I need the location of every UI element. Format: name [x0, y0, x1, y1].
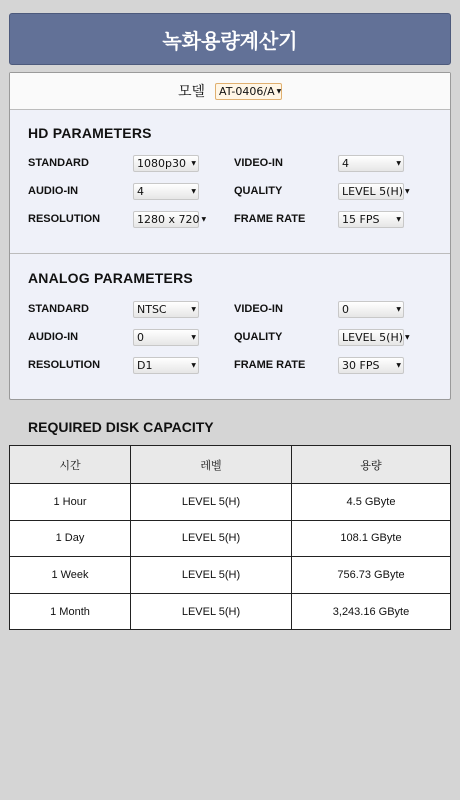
analog-parameters-title: ANALOG PARAMETERS	[28, 270, 193, 286]
dropdown-arrow-icon: ▼	[396, 306, 401, 313]
analog-standard-select[interactable]	[133, 301, 199, 318]
dropdown-arrow-icon: ▼	[201, 216, 207, 223]
hd-video-in-select[interactable]	[338, 155, 404, 172]
analog-quality-select[interactable]	[338, 329, 410, 346]
hd-audio-in-label: AUDIO-IN	[28, 185, 79, 197]
dropdown-arrow-icon: ▼	[405, 334, 410, 341]
hd-resolution-label: RESOLUTION	[28, 213, 101, 225]
cell-capacity: 756.73 GByte	[292, 557, 451, 594]
hd-resolution-value: 1280 x 720	[137, 213, 200, 226]
hd-video-in-label: VIDEO-IN	[234, 157, 283, 169]
table-row	[10, 557, 451, 594]
analog-frame-rate-label: FRAME RATE	[234, 359, 306, 371]
hd-standard-select[interactable]	[133, 155, 199, 172]
hd-frame-rate-select[interactable]	[338, 211, 404, 228]
dropdown-arrow-icon: ▼	[191, 362, 196, 369]
model-label: 모델	[177, 84, 206, 100]
analog-video-in-select[interactable]	[338, 301, 404, 318]
analog-video-in-value: 0	[342, 303, 349, 316]
hd-standard-label: STANDARD	[28, 157, 89, 169]
hd-video-in-value: 4	[342, 157, 349, 170]
analog-audio-in-select[interactable]	[133, 329, 199, 346]
required-capacity-title: REQUIRED DISK CAPACITY	[28, 419, 214, 435]
hd-frame-rate-label: FRAME RATE	[234, 213, 306, 225]
app-title: 녹화용량계산기	[162, 28, 298, 53]
analog-standard-label: STANDARD	[28, 303, 89, 315]
dropdown-arrow-icon: ▼	[396, 216, 401, 223]
hd-standard-value: 1080p30	[137, 157, 186, 170]
dropdown-arrow-icon: ▼	[191, 334, 196, 341]
analog-parameters-section	[10, 255, 450, 401]
dropdown-arrow-icon: ▼	[191, 306, 196, 313]
analog-standard-value: NTSC	[137, 303, 167, 316]
analog-video-in-label: VIDEO-IN	[234, 303, 283, 315]
cell-level: LEVEL 5(H)	[131, 484, 292, 521]
analog-frame-rate-select[interactable]	[338, 357, 404, 374]
hd-resolution-select[interactable]	[133, 211, 207, 228]
analog-frame-rate-value: 30 FPS	[342, 359, 380, 372]
analog-audio-in-label: AUDIO-IN	[28, 331, 79, 343]
cell-capacity: 108.1 GByte	[292, 520, 451, 557]
model-select-value: AT-0406/A	[219, 84, 275, 98]
column-header-time: 시간	[10, 446, 131, 484]
app-title-bar	[9, 13, 451, 65]
cell-time: 1 Week	[10, 557, 131, 594]
cell-level: LEVEL 5(H)	[131, 520, 292, 557]
hd-audio-in-value: 4	[137, 185, 144, 198]
dropdown-arrow-icon: ▼	[276, 87, 282, 95]
analog-resolution-select[interactable]	[133, 357, 199, 374]
cell-level: LEVEL 5(H)	[131, 557, 292, 594]
dropdown-arrow-icon: ▼	[191, 188, 196, 195]
cell-time: 1 Day	[10, 520, 131, 557]
cell-capacity: 4.5 GByte	[292, 484, 451, 521]
model-row	[10, 73, 450, 110]
hd-frame-rate-value: 15 FPS	[342, 213, 380, 226]
table-row	[10, 484, 451, 521]
hd-quality-select[interactable]	[338, 183, 410, 200]
cell-capacity: 3,243.16 GByte	[292, 593, 451, 630]
cell-time: 1 Month	[10, 593, 131, 630]
dropdown-arrow-icon: ▼	[396, 160, 401, 167]
cell-level: LEVEL 5(H)	[131, 593, 292, 630]
analog-quality-value: LEVEL 5(H)	[342, 331, 404, 344]
column-header-capacity: 용량	[292, 446, 451, 484]
table-row	[10, 593, 451, 630]
hd-parameters-title: HD PARAMETERS	[28, 125, 152, 141]
cell-time: 1 Hour	[10, 484, 131, 521]
dropdown-arrow-icon: ▼	[191, 160, 196, 167]
hd-quality-label: QUALITY	[234, 185, 283, 197]
hd-quality-value: LEVEL 5(H)	[342, 185, 404, 198]
hd-audio-in-select[interactable]	[133, 183, 199, 200]
table-row	[10, 520, 451, 557]
model-select[interactable]	[215, 83, 282, 100]
table-header-row	[10, 446, 451, 484]
analog-audio-in-value: 0	[137, 331, 144, 344]
analog-resolution-label: RESOLUTION	[28, 359, 101, 371]
capacity-table	[9, 445, 451, 630]
analog-quality-label: QUALITY	[234, 331, 283, 343]
parameters-panel	[9, 72, 451, 400]
dropdown-arrow-icon: ▼	[405, 188, 410, 195]
hd-parameters-section	[10, 110, 450, 254]
dropdown-arrow-icon: ▼	[396, 362, 401, 369]
analog-resolution-value: D1	[137, 359, 153, 372]
column-header-level: 레벨	[131, 446, 292, 484]
